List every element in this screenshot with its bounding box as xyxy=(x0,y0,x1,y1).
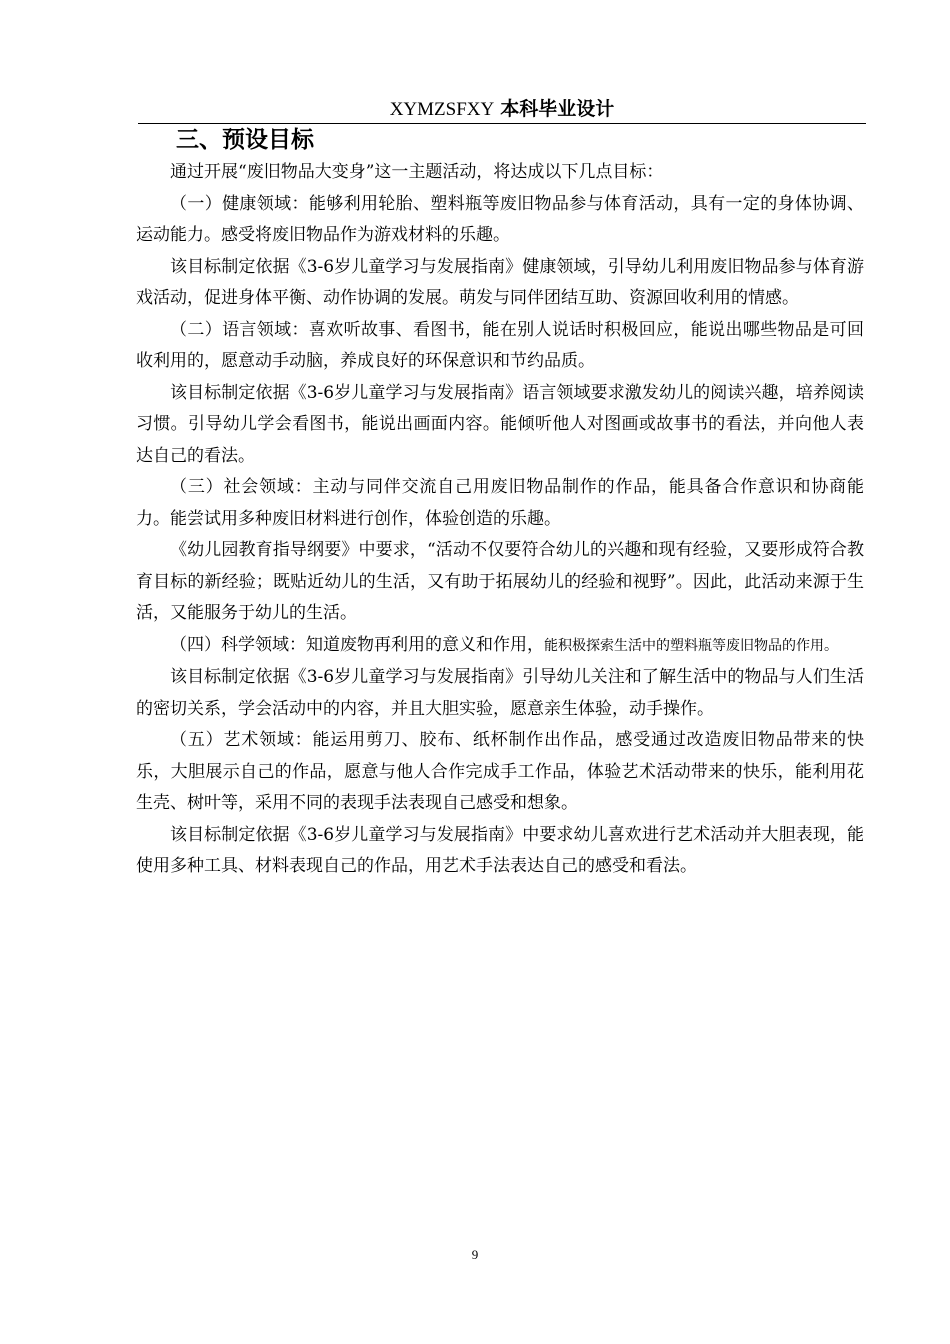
paragraph-health-basis: 该目标制定依据《3-6岁儿童学习与发展指南》健康领域，引导幼儿利用废旧物品参与体育游戏活动，促进身体平衡、动作协调的发展。萌发与同伴团结互助、资源回收利用的情感。 xyxy=(136,256,864,308)
paragraph-social-goal: （三）社会领域：主动与同伴交流自己用废旧物品制作的作品，能具备合作意识和协商能力。能尝试用多种废旧材料进行创作，体验创造的乐趣。 xyxy=(136,477,864,529)
page-header xyxy=(138,97,866,122)
document-body xyxy=(136,157,864,883)
paragraph-science-basis: 该目标制定依据《3-6岁儿童学习与发展指南》引导幼儿关注和了解生活中的物品与人们生活的密切关系，学会活动中的内容，并且大胆实验，愿意亲生体验，动手操作。 xyxy=(136,667,864,719)
paragraph-art-goal: （五）艺术领域：能运用剪刀、胶布、纸杯制作出作品，感受通过改造废旧物品带来的快乐，大胆展示自己的作品，愿意与他人合作完成手工作品，体验艺术活动带来的快乐，能利用花生壳、树叶等，采用不同的表现手法表现自己感受和想象。 xyxy=(136,730,864,813)
science-goal-main: （四）科学领域：知道废物再利用的意义和作用， xyxy=(170,634,544,655)
paragraph-intro: 通过开展“废旧物品大变身”这一主题活动，将达成以下几点目标： xyxy=(170,162,664,182)
science-goal-small: 能积极探索生活中的塑料瓶等废旧物品的作用。 xyxy=(544,637,838,654)
paragraph-science-goal xyxy=(136,630,864,663)
paragraph-art-basis: 该目标制定依据《3-6岁儿童学习与发展指南》中要求幼儿喜欢进行艺术活动并大胆表现，能使用多种工具、材料表现自己的作品，用艺术手法表达自己的感受和看法。 xyxy=(136,824,864,876)
header-title: 本科毕业设计 xyxy=(500,98,615,120)
header-code: XYMZSFXY xyxy=(389,99,495,120)
page-number: 9 xyxy=(471,1247,479,1262)
paragraph-language-goal: （二）语言领域：喜欢听故事、看图书，能在别人说话时积极回应，能说出哪些物品是可回收利用的，愿意动手动脑，养成良好的环保意识和节约品质。 xyxy=(136,319,864,371)
paragraph-social-basis: 《幼儿园教育指导纲要》中要求，“活动不仅要符合幼儿的兴趣和现有经验，又要形成符合教育目标的新经验；既贴近幼儿的生活，又有助于拓展幼儿的经验和视野”。因此，此活动来源于生活，又能服务于幼儿的生活。 xyxy=(136,540,864,623)
paragraph-health-goal: （一）健康领域：能够利用轮胎、塑料瓶等废旧物品参与体育活动，具有一定的身体协调、运动能力。感受将废旧物品作为游戏材料的乐趣。 xyxy=(136,193,864,245)
paragraph-language-basis: 该目标制定依据《3-6岁儿童学习与发展指南》语言领域要求激发幼儿的阅读兴趣，培养阅读习惯。引导幼儿学会看图书，能说出画面内容。能倾听他人对图画或故事书的看法，并向他人表达自己的看法。 xyxy=(136,382,864,466)
section-title: 三、预设目标 xyxy=(176,127,314,153)
